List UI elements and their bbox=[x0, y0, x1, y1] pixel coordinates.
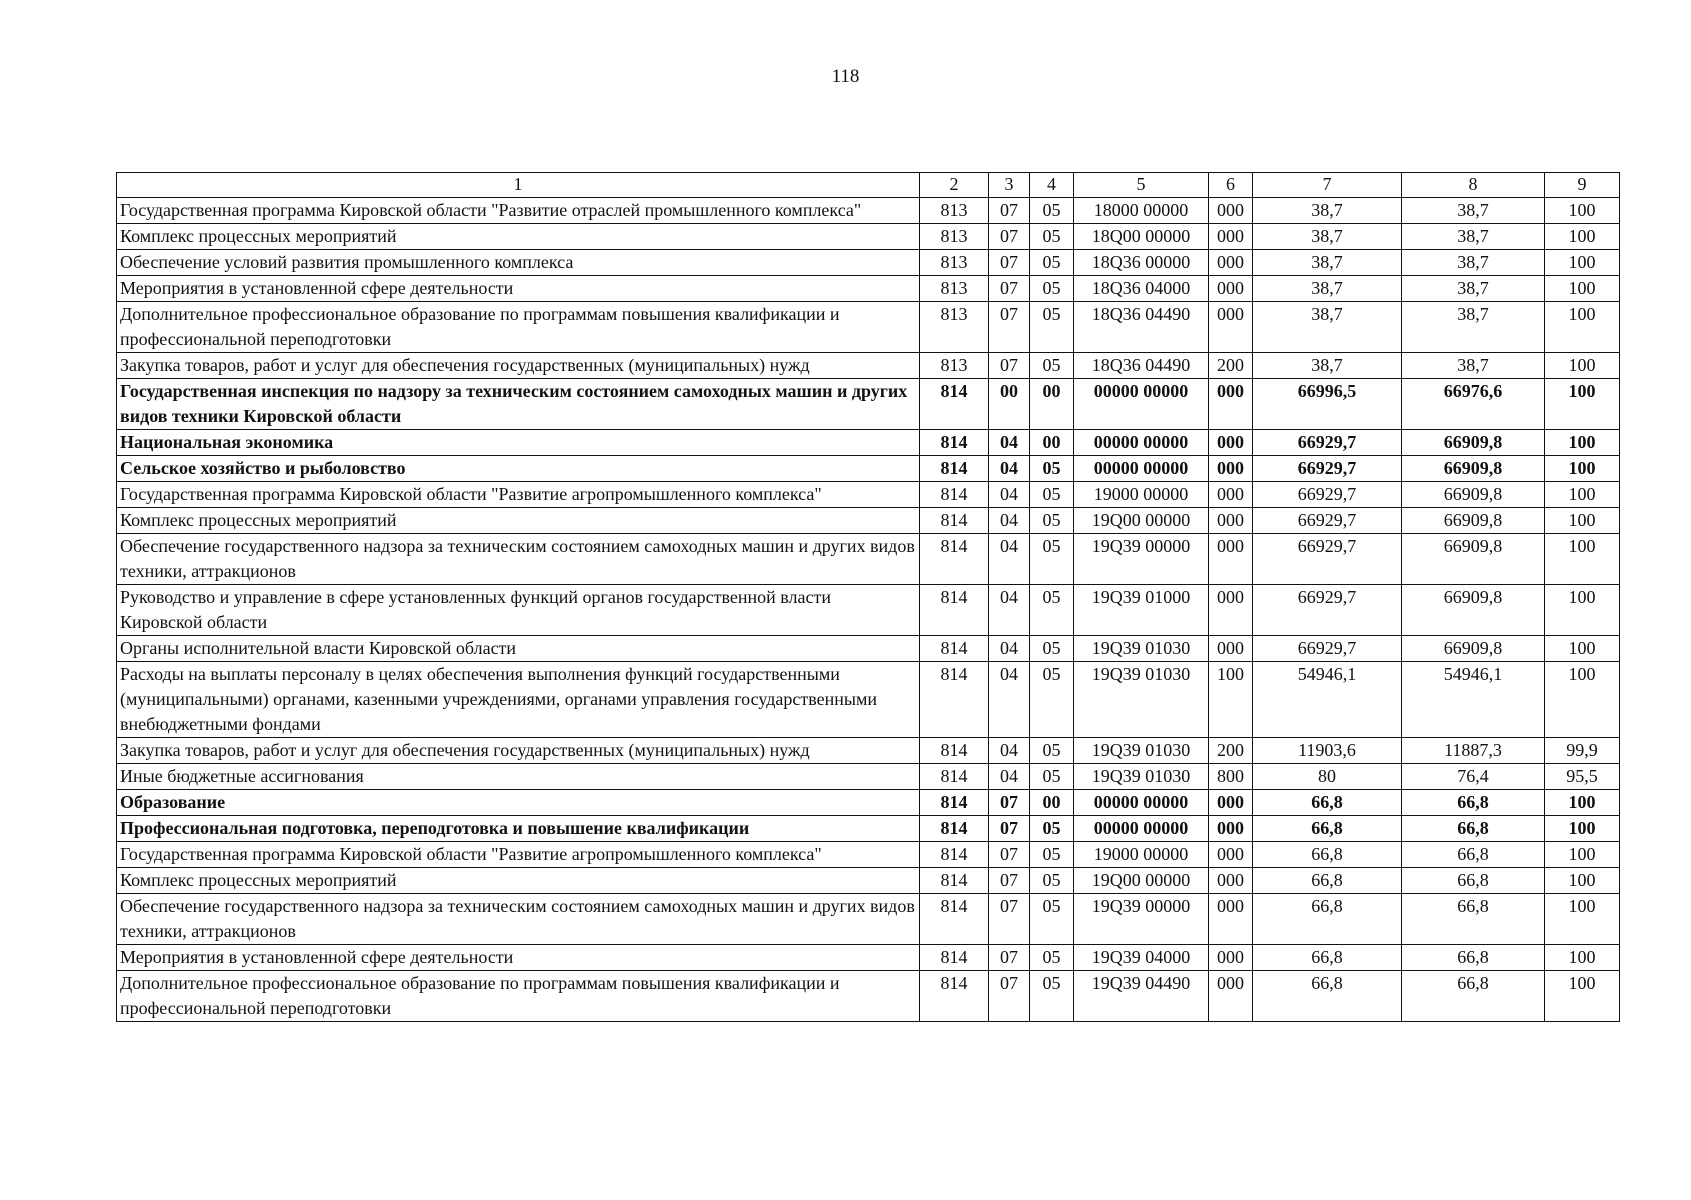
cell-subsection-col: 05 bbox=[1030, 224, 1074, 250]
cell-ministry-col: 814 bbox=[920, 971, 989, 1022]
cell-expense-type-col: 000 bbox=[1209, 482, 1253, 508]
cell-actual-col: 38,7 bbox=[1402, 250, 1545, 276]
cell-ministry-col: 814 bbox=[920, 868, 989, 894]
cell-target-article-col: 19000 00000 bbox=[1074, 482, 1209, 508]
column-header-plan-col: 7 bbox=[1253, 173, 1402, 198]
cell-actual-col: 66,8 bbox=[1402, 868, 1545, 894]
cell-section-col: 04 bbox=[989, 456, 1030, 482]
cell-target-article-col: 19Q39 01030 bbox=[1074, 764, 1209, 790]
cell-section-col: 07 bbox=[989, 790, 1030, 816]
cell-section-col: 07 bbox=[989, 945, 1030, 971]
cell-target-article-col: 00000 00000 bbox=[1074, 430, 1209, 456]
cell-subsection-col: 05 bbox=[1030, 816, 1074, 842]
cell-target-article-col: 18000 00000 bbox=[1074, 198, 1209, 224]
cell-plan-col: 11903,6 bbox=[1253, 738, 1402, 764]
table-row bbox=[117, 508, 1620, 534]
column-header-target-article-col: 5 bbox=[1074, 173, 1209, 198]
cell-actual-col: 66909,8 bbox=[1402, 456, 1545, 482]
cell-section-col: 04 bbox=[989, 585, 1030, 636]
cell-subsection-col: 05 bbox=[1030, 945, 1074, 971]
cell-subsection-col: 05 bbox=[1030, 534, 1074, 585]
column-header-expense-type-col: 6 bbox=[1209, 173, 1253, 198]
table-row bbox=[117, 971, 1620, 1022]
cell-percent-col: 100 bbox=[1545, 456, 1620, 482]
table-row bbox=[117, 276, 1620, 302]
cell-section-col: 07 bbox=[989, 224, 1030, 250]
cell-name-col: Государственная программа Кировской области "Развитие отраслей промышленного комплекса" bbox=[117, 198, 920, 224]
cell-section-col: 07 bbox=[989, 276, 1030, 302]
cell-percent-col: 100 bbox=[1545, 250, 1620, 276]
cell-actual-col: 66909,8 bbox=[1402, 534, 1545, 585]
cell-actual-col: 66909,8 bbox=[1402, 508, 1545, 534]
cell-actual-col: 38,7 bbox=[1402, 302, 1545, 353]
cell-actual-col: 66909,8 bbox=[1402, 585, 1545, 636]
cell-percent-col: 100 bbox=[1545, 379, 1620, 430]
cell-section-col: 04 bbox=[989, 508, 1030, 534]
cell-ministry-col: 814 bbox=[920, 456, 989, 482]
cell-subsection-col: 00 bbox=[1030, 379, 1074, 430]
cell-percent-col: 100 bbox=[1545, 224, 1620, 250]
header-row bbox=[117, 173, 1620, 198]
cell-target-article-col: 00000 00000 bbox=[1074, 379, 1209, 430]
cell-expense-type-col: 000 bbox=[1209, 379, 1253, 430]
cell-percent-col: 100 bbox=[1545, 842, 1620, 868]
table-row bbox=[117, 585, 1620, 636]
table-body bbox=[117, 198, 1620, 1022]
cell-actual-col: 66,8 bbox=[1402, 945, 1545, 971]
cell-subsection-col: 05 bbox=[1030, 842, 1074, 868]
column-header-name-col: 1 bbox=[117, 173, 920, 198]
table-row bbox=[117, 430, 1620, 456]
cell-actual-col: 66976,6 bbox=[1402, 379, 1545, 430]
column-header-percent-col: 9 bbox=[1545, 173, 1620, 198]
cell-name-col: Национальная экономика bbox=[117, 430, 920, 456]
cell-name-col: Дополнительное профессиональное образование по программам повышения квалификации и профессиональной переподготовки bbox=[117, 302, 920, 353]
cell-target-article-col: 19Q39 01030 bbox=[1074, 636, 1209, 662]
cell-ministry-col: 814 bbox=[920, 816, 989, 842]
table-header bbox=[117, 173, 1620, 198]
cell-percent-col: 100 bbox=[1545, 662, 1620, 738]
cell-plan-col: 54946,1 bbox=[1253, 662, 1402, 738]
cell-actual-col: 38,7 bbox=[1402, 276, 1545, 302]
table-row bbox=[117, 790, 1620, 816]
cell-section-col: 04 bbox=[989, 482, 1030, 508]
cell-plan-col: 66,8 bbox=[1253, 945, 1402, 971]
cell-subsection-col: 05 bbox=[1030, 276, 1074, 302]
cell-name-col: Иные бюджетные ассигнования bbox=[117, 764, 920, 790]
cell-name-col: Мероприятия в установленной сфере деятельности bbox=[117, 276, 920, 302]
cell-subsection-col: 05 bbox=[1030, 764, 1074, 790]
cell-section-col: 07 bbox=[989, 816, 1030, 842]
cell-expense-type-col: 000 bbox=[1209, 971, 1253, 1022]
cell-expense-type-col: 000 bbox=[1209, 302, 1253, 353]
column-header-ministry-col: 2 bbox=[920, 173, 989, 198]
cell-name-col: Дополнительное профессиональное образование по программам повышения квалификации и профессиональной переподготовки bbox=[117, 971, 920, 1022]
cell-ministry-col: 813 bbox=[920, 250, 989, 276]
table-row bbox=[117, 738, 1620, 764]
cell-name-col: Государственная программа Кировской области "Развитие агропромышленного комплекса" bbox=[117, 842, 920, 868]
cell-ministry-col: 814 bbox=[920, 790, 989, 816]
cell-section-col: 07 bbox=[989, 894, 1030, 945]
cell-name-col: Обеспечение государственного надзора за техническим состоянием самоходных машин и других видов техники, аттракционов bbox=[117, 894, 920, 945]
cell-plan-col: 66,8 bbox=[1253, 971, 1402, 1022]
cell-target-article-col: 19Q39 04000 bbox=[1074, 945, 1209, 971]
cell-section-col: 04 bbox=[989, 738, 1030, 764]
cell-ministry-col: 814 bbox=[920, 379, 989, 430]
cell-percent-col: 100 bbox=[1545, 868, 1620, 894]
cell-target-article-col: 18Q36 04490 bbox=[1074, 353, 1209, 379]
cell-name-col: Государственная программа Кировской области "Развитие агропромышленного комплекса" bbox=[117, 482, 920, 508]
cell-percent-col: 95,5 bbox=[1545, 764, 1620, 790]
cell-name-col: Обеспечение условий развития промышленного комплекса bbox=[117, 250, 920, 276]
cell-percent-col: 100 bbox=[1545, 430, 1620, 456]
cell-percent-col: 100 bbox=[1545, 353, 1620, 379]
cell-target-article-col: 19Q00 00000 bbox=[1074, 868, 1209, 894]
cell-actual-col: 76,4 bbox=[1402, 764, 1545, 790]
table-row bbox=[117, 224, 1620, 250]
cell-expense-type-col: 000 bbox=[1209, 198, 1253, 224]
cell-ministry-col: 814 bbox=[920, 636, 989, 662]
cell-expense-type-col: 000 bbox=[1209, 868, 1253, 894]
cell-percent-col: 100 bbox=[1545, 816, 1620, 842]
cell-subsection-col: 05 bbox=[1030, 662, 1074, 738]
cell-ministry-col: 813 bbox=[920, 353, 989, 379]
cell-ministry-col: 814 bbox=[920, 662, 989, 738]
cell-target-article-col: 00000 00000 bbox=[1074, 790, 1209, 816]
cell-name-col: Образование bbox=[117, 790, 920, 816]
cell-actual-col: 66,8 bbox=[1402, 816, 1545, 842]
cell-plan-col: 66929,7 bbox=[1253, 482, 1402, 508]
cell-ministry-col: 813 bbox=[920, 276, 989, 302]
cell-plan-col: 66929,7 bbox=[1253, 456, 1402, 482]
cell-section-col: 07 bbox=[989, 250, 1030, 276]
cell-name-col: Комплекс процессных мероприятий bbox=[117, 868, 920, 894]
cell-percent-col: 100 bbox=[1545, 482, 1620, 508]
column-header-subsection-col: 4 bbox=[1030, 173, 1074, 198]
cell-subsection-col: 05 bbox=[1030, 353, 1074, 379]
cell-ministry-col: 814 bbox=[920, 534, 989, 585]
cell-expense-type-col: 000 bbox=[1209, 842, 1253, 868]
cell-ministry-col: 813 bbox=[920, 198, 989, 224]
table-row bbox=[117, 662, 1620, 738]
cell-actual-col: 66,8 bbox=[1402, 842, 1545, 868]
cell-plan-col: 66,8 bbox=[1253, 842, 1402, 868]
cell-expense-type-col: 000 bbox=[1209, 430, 1253, 456]
budget-table bbox=[116, 172, 1620, 1022]
table-row bbox=[117, 945, 1620, 971]
cell-ministry-col: 813 bbox=[920, 224, 989, 250]
cell-ministry-col: 814 bbox=[920, 585, 989, 636]
cell-subsection-col: 00 bbox=[1030, 430, 1074, 456]
cell-percent-col: 100 bbox=[1545, 508, 1620, 534]
column-header-actual-col: 8 bbox=[1402, 173, 1545, 198]
cell-name-col: Закупка товаров, работ и услуг для обеспечения государственных (муниципальных) нужд bbox=[117, 738, 920, 764]
cell-plan-col: 38,7 bbox=[1253, 302, 1402, 353]
cell-subsection-col: 05 bbox=[1030, 250, 1074, 276]
cell-target-article-col: 18Q36 04490 bbox=[1074, 302, 1209, 353]
cell-expense-type-col: 000 bbox=[1209, 790, 1253, 816]
cell-subsection-col: 05 bbox=[1030, 198, 1074, 224]
table-row bbox=[117, 894, 1620, 945]
cell-actual-col: 66,8 bbox=[1402, 894, 1545, 945]
cell-subsection-col: 05 bbox=[1030, 456, 1074, 482]
cell-name-col: Государственная инспекция по надзору за техническим состоянием самоходных машин и других видов техники Кировской области bbox=[117, 379, 920, 430]
cell-expense-type-col: 000 bbox=[1209, 816, 1253, 842]
cell-section-col: 07 bbox=[989, 971, 1030, 1022]
cell-subsection-col: 05 bbox=[1030, 971, 1074, 1022]
cell-ministry-col: 814 bbox=[920, 508, 989, 534]
cell-ministry-col: 814 bbox=[920, 894, 989, 945]
cell-target-article-col: 19000 00000 bbox=[1074, 842, 1209, 868]
cell-percent-col: 100 bbox=[1545, 790, 1620, 816]
cell-name-col: Обеспечение государственного надзора за техническим состоянием самоходных машин и других видов техники, аттракционов bbox=[117, 534, 920, 585]
table-row bbox=[117, 353, 1620, 379]
cell-plan-col: 66929,7 bbox=[1253, 636, 1402, 662]
cell-actual-col: 11887,3 bbox=[1402, 738, 1545, 764]
cell-name-col: Профессиональная подготовка, переподготовка и повышение квалификации bbox=[117, 816, 920, 842]
cell-subsection-col: 05 bbox=[1030, 302, 1074, 353]
cell-actual-col: 66,8 bbox=[1402, 971, 1545, 1022]
cell-plan-col: 66929,7 bbox=[1253, 508, 1402, 534]
cell-plan-col: 38,7 bbox=[1253, 198, 1402, 224]
cell-plan-col: 66,8 bbox=[1253, 868, 1402, 894]
cell-expense-type-col: 000 bbox=[1209, 276, 1253, 302]
cell-plan-col: 66996,5 bbox=[1253, 379, 1402, 430]
cell-plan-col: 66929,7 bbox=[1253, 585, 1402, 636]
cell-target-article-col: 19Q00 00000 bbox=[1074, 508, 1209, 534]
cell-actual-col: 38,7 bbox=[1402, 198, 1545, 224]
cell-expense-type-col: 200 bbox=[1209, 738, 1253, 764]
cell-actual-col: 54946,1 bbox=[1402, 662, 1545, 738]
cell-subsection-col: 05 bbox=[1030, 508, 1074, 534]
cell-percent-col: 99,9 bbox=[1545, 738, 1620, 764]
cell-plan-col: 38,7 bbox=[1253, 224, 1402, 250]
cell-percent-col: 100 bbox=[1545, 198, 1620, 224]
cell-target-article-col: 19Q39 04490 bbox=[1074, 971, 1209, 1022]
cell-subsection-col: 05 bbox=[1030, 482, 1074, 508]
cell-subsection-col: 05 bbox=[1030, 636, 1074, 662]
cell-actual-col: 66909,8 bbox=[1402, 430, 1545, 456]
cell-target-article-col: 18Q36 04000 bbox=[1074, 276, 1209, 302]
cell-plan-col: 38,7 bbox=[1253, 353, 1402, 379]
cell-target-article-col: 18Q00 00000 bbox=[1074, 224, 1209, 250]
cell-plan-col: 66,8 bbox=[1253, 894, 1402, 945]
table-row bbox=[117, 842, 1620, 868]
cell-actual-col: 66,8 bbox=[1402, 790, 1545, 816]
cell-target-article-col: 00000 00000 bbox=[1074, 456, 1209, 482]
cell-target-article-col: 19Q39 00000 bbox=[1074, 534, 1209, 585]
cell-plan-col: 80 bbox=[1253, 764, 1402, 790]
table-row bbox=[117, 636, 1620, 662]
cell-target-article-col: 19Q39 01030 bbox=[1074, 738, 1209, 764]
cell-expense-type-col: 000 bbox=[1209, 508, 1253, 534]
cell-expense-type-col: 000 bbox=[1209, 250, 1253, 276]
cell-expense-type-col: 800 bbox=[1209, 764, 1253, 790]
cell-plan-col: 38,7 bbox=[1253, 276, 1402, 302]
cell-percent-col: 100 bbox=[1545, 971, 1620, 1022]
cell-plan-col: 66,8 bbox=[1253, 816, 1402, 842]
cell-expense-type-col: 000 bbox=[1209, 945, 1253, 971]
cell-target-article-col: 00000 00000 bbox=[1074, 816, 1209, 842]
cell-section-col: 07 bbox=[989, 842, 1030, 868]
table-row bbox=[117, 379, 1620, 430]
table-row bbox=[117, 302, 1620, 353]
cell-section-col: 00 bbox=[989, 379, 1030, 430]
cell-section-col: 07 bbox=[989, 868, 1030, 894]
cell-expense-type-col: 000 bbox=[1209, 456, 1253, 482]
cell-percent-col: 100 bbox=[1545, 276, 1620, 302]
page-number: 118 bbox=[831, 66, 860, 87]
cell-plan-col: 66929,7 bbox=[1253, 430, 1402, 456]
cell-percent-col: 100 bbox=[1545, 585, 1620, 636]
cell-percent-col: 100 bbox=[1545, 302, 1620, 353]
cell-percent-col: 100 bbox=[1545, 534, 1620, 585]
table-row bbox=[117, 198, 1620, 224]
cell-expense-type-col: 000 bbox=[1209, 224, 1253, 250]
cell-section-col: 04 bbox=[989, 764, 1030, 790]
cell-section-col: 04 bbox=[989, 430, 1030, 456]
cell-ministry-col: 814 bbox=[920, 764, 989, 790]
cell-name-col: Расходы на выплаты персоналу в целях обеспечения выполнения функций государственными (муниципальными) органами, казенными учреждениями, органами управления государственными внебюджетными фондами bbox=[117, 662, 920, 738]
table-row bbox=[117, 816, 1620, 842]
cell-subsection-col: 05 bbox=[1030, 894, 1074, 945]
cell-actual-col: 38,7 bbox=[1402, 353, 1545, 379]
cell-expense-type-col: 000 bbox=[1209, 636, 1253, 662]
cell-name-col: Закупка товаров, работ и услуг для обеспечения государственных (муниципальных) нужд bbox=[117, 353, 920, 379]
table-row bbox=[117, 534, 1620, 585]
table-row bbox=[117, 482, 1620, 508]
table-row bbox=[117, 868, 1620, 894]
cell-expense-type-col: 000 bbox=[1209, 894, 1253, 945]
cell-name-col: Комплекс процессных мероприятий bbox=[117, 224, 920, 250]
cell-target-article-col: 19Q39 00000 bbox=[1074, 894, 1209, 945]
cell-percent-col: 100 bbox=[1545, 894, 1620, 945]
cell-actual-col: 66909,8 bbox=[1402, 636, 1545, 662]
cell-name-col: Комплекс процессных мероприятий bbox=[117, 508, 920, 534]
table-row bbox=[117, 764, 1620, 790]
cell-target-article-col: 19Q39 01000 bbox=[1074, 585, 1209, 636]
cell-ministry-col: 814 bbox=[920, 945, 989, 971]
cell-plan-col: 66929,7 bbox=[1253, 534, 1402, 585]
table-row bbox=[117, 456, 1620, 482]
cell-plan-col: 38,7 bbox=[1253, 250, 1402, 276]
cell-target-article-col: 19Q39 01030 bbox=[1074, 662, 1209, 738]
cell-expense-type-col: 200 bbox=[1209, 353, 1253, 379]
cell-percent-col: 100 bbox=[1545, 636, 1620, 662]
cell-section-col: 07 bbox=[989, 353, 1030, 379]
cell-section-col: 04 bbox=[989, 662, 1030, 738]
cell-section-col: 07 bbox=[989, 198, 1030, 224]
cell-subsection-col: 00 bbox=[1030, 790, 1074, 816]
cell-section-col: 04 bbox=[989, 534, 1030, 585]
cell-name-col: Органы исполнительной власти Кировской области bbox=[117, 636, 920, 662]
cell-ministry-col: 813 bbox=[920, 302, 989, 353]
cell-ministry-col: 814 bbox=[920, 738, 989, 764]
cell-ministry-col: 814 bbox=[920, 430, 989, 456]
cell-section-col: 07 bbox=[989, 302, 1030, 353]
table-row bbox=[117, 250, 1620, 276]
cell-actual-col: 66909,8 bbox=[1402, 482, 1545, 508]
cell-expense-type-col: 000 bbox=[1209, 534, 1253, 585]
cell-plan-col: 66,8 bbox=[1253, 790, 1402, 816]
cell-percent-col: 100 bbox=[1545, 945, 1620, 971]
cell-name-col: Мероприятия в установленной сфере деятельности bbox=[117, 945, 920, 971]
column-header-section-col: 3 bbox=[989, 173, 1030, 198]
cell-expense-type-col: 000 bbox=[1209, 585, 1253, 636]
cell-ministry-col: 814 bbox=[920, 482, 989, 508]
cell-actual-col: 38,7 bbox=[1402, 224, 1545, 250]
cell-subsection-col: 05 bbox=[1030, 868, 1074, 894]
cell-name-col: Руководство и управление в сфере установленных функций органов государственной власти Кировской области bbox=[117, 585, 920, 636]
cell-name-col: Сельское хозяйство и рыболовство bbox=[117, 456, 920, 482]
cell-ministry-col: 814 bbox=[920, 842, 989, 868]
cell-subsection-col: 05 bbox=[1030, 585, 1074, 636]
cell-expense-type-col: 100 bbox=[1209, 662, 1253, 738]
cell-section-col: 04 bbox=[989, 636, 1030, 662]
cell-target-article-col: 18Q36 00000 bbox=[1074, 250, 1209, 276]
cell-subsection-col: 05 bbox=[1030, 738, 1074, 764]
